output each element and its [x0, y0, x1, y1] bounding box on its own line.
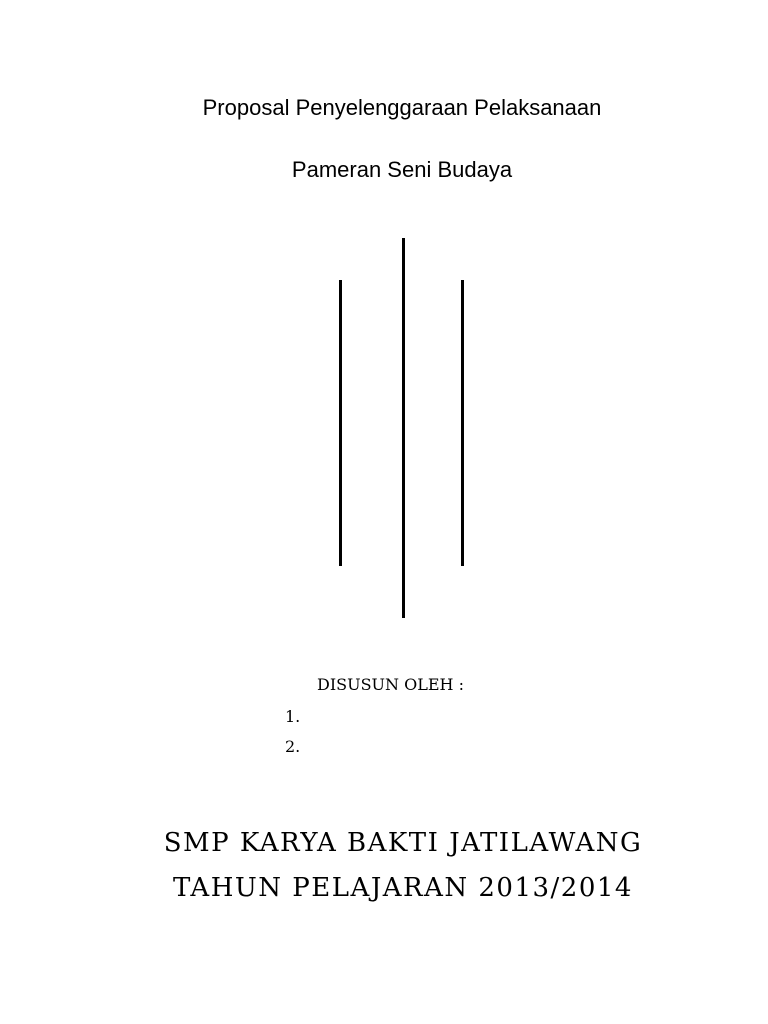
author-number: 2.: [285, 737, 301, 756]
proposal-title-line-1: Proposal Penyelenggaraan Pelaksanaan: [202, 95, 602, 120]
author-heading: DISUSUN OLEH :: [317, 675, 464, 694]
vertical-line-left: [339, 280, 342, 566]
author-number: 1.: [285, 707, 301, 726]
vertical-line-center: [402, 238, 405, 618]
school-name: SMP KARYA BAKTI JATILAWANG: [163, 828, 643, 858]
vertical-line-right: [461, 280, 464, 566]
author-list-item: [285, 734, 300, 764]
author-list: [285, 704, 300, 764]
author-list-item: [285, 704, 300, 734]
academic-year: TAHUN PELAJARAN 2013/2014: [173, 873, 633, 903]
proposal-title-line-2: Pameran Seni Budaya: [291, 157, 513, 182]
